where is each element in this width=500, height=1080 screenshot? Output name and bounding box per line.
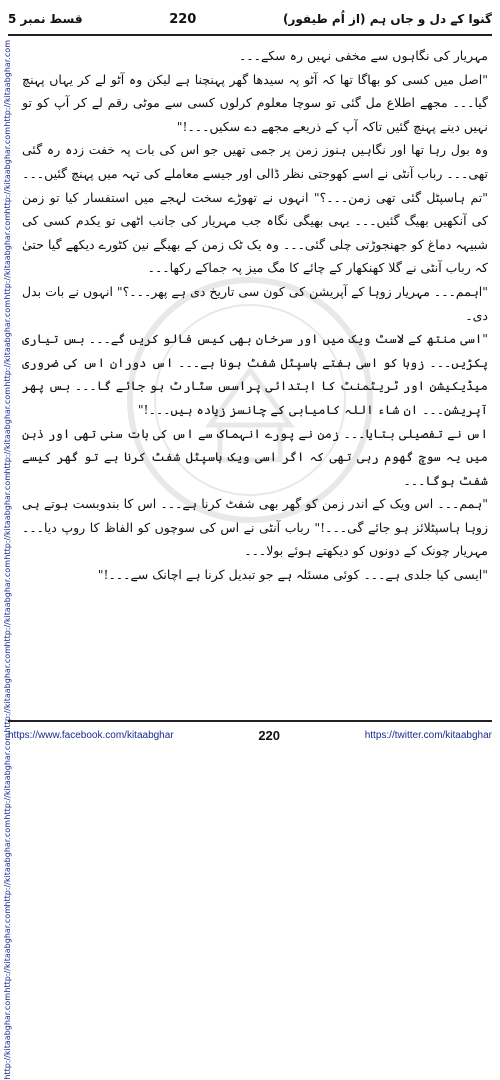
side-watermark-url: http://kitaabghar.com [2, 299, 12, 387]
paragraph: "اسی منتھ کے لاسٹ ویک میں اور سرخان بھی کیس فالو کریں گے۔۔۔ بس تیاری پکڑیں۔۔۔ زوہا کو اسی ہفتے ہاسپٹل شفٹ ہونا ہے۔۔۔ اس دوران اس کی ضروری میڈیکیشن اور ٹریٹمنٹ کا ابتدائی پراسس سٹارٹ ہو جائے گا۔۔۔ بس پھر آپریشن۔۔۔ ان شاء اللہ کامیابی کے چانسز زیادہ ہیں۔۔۔!" [22, 331, 488, 417]
header-page-number: 220 [169, 11, 197, 27]
page-body [22, 44, 488, 714]
paragraph: اس نے تفصیلی بتایا۔۔۔ زمن نے پورے انہماک سے اس کی بات سنی تھی اور ذہن میں یہ سوچ گھوم رہی تھی کہ اگر اسی ویک ہاسپٹل شفٹ کرنا ہے تو گھر کیسے شفٹ ہوگا۔۔۔ [22, 425, 488, 488]
side-watermark-url: http://kitaabghar.com [2, 559, 12, 647]
paragraph: مہریار کی نگاہوں سے مخفی نہیں رہ سکے۔۔۔ [238, 48, 488, 63]
paragraph: وہ بول رہا تھا اور نگاہیں ہنوز زمن پر جمی تھیں جو اس کی بات پہ خفت زدہ رہ گئی تھی۔۔۔ رباب آنٹی نے اسے کھوجتی نظر ڈالی اور جیسے معاملے کی تہہ میں پہنچ گئیں۔۔۔ [22, 142, 488, 181]
novel-title: گنوا کے دل و جاں ہم (از اُم طیفور) [283, 12, 492, 26]
side-watermark-url: http://kitaabghar.com [2, 992, 12, 1080]
side-watermark-url: http://kitaabghar.com [2, 906, 12, 993]
facebook-link[interactable]: https://www.facebook.com/kitaabghar [8, 729, 174, 741]
side-watermark-url: http://kitaabghar.com [2, 473, 12, 560]
footer-page-number: 220 [258, 727, 281, 743]
page-header [8, 4, 492, 36]
paragraph: "اصل میں کسی کو بھاگا تھا کہ آٹو پہ سیدھا گھر پہنچنا ہے لیکن وہ آٹو لے کر یہاں پہنچ گیا۔۔۔ مجھے اطلاع مل گئی تو سوچا معلوم کرلوں کسی سے موٹی رقم لے کر آپ کو تو نہیں دینے پہنچ گئیں تاکہ آپ کے ذریعے مجھے دے سکیں۔۔۔!" [22, 71, 488, 134]
side-watermark-url: http://kitaabghar.com [2, 126, 12, 214]
page-footer [8, 720, 492, 748]
side-watermark-url: http://kitaabghar.com [2, 819, 12, 907]
side-watermark-url: http://kitaabghar.com [2, 386, 12, 474]
twitter-link[interactable]: https://twitter.com/kitaabghar [364, 729, 492, 741]
side-watermark-url: http://kitaabghar.com [2, 213, 12, 300]
paragraph: "ہمم۔۔۔ اس ویک کے اندر زمن کو گھر بھی شفٹ کرنا ہے۔۔۔ اس کا بندوبست ہوتے ہی زوہا ہاسپٹلائز ہو جائے گی۔۔۔!" رباب آنٹی نے اس کی سوچوں کو الفاظ کا روپ دیا۔۔۔ مہریار چونک کے دونوں کو دیکھتے ہوئے بولا۔۔۔ [22, 496, 488, 559]
side-watermark-url: http://kitaabghar.com [2, 733, 12, 820]
side-watermark-url: http://kitaabghar.com [2, 646, 12, 733]
episode-label: قسط نمبر 5 [8, 12, 83, 26]
side-watermark-strip [0, 40, 14, 1080]
paragraph: "اہمم۔۔۔ مہریار زوہا کے آپریشن کی کون سی تاریخ دی ہے پھر۔۔۔؟" انہوں نے بات بدل دی۔ [22, 283, 488, 323]
paragraph: "تم ہاسپٹل گئی تھی زمن۔۔۔؟" انہوں نے تھوڑے سخت لہجے میں استفسار کیا تو زمن کی آنکھیں بھیگ گئیں۔۔۔ یہی بھیگی نگاہ جب مہریار کی جانب اٹھی تو یکدم کسی کی شبیہہ دماغ کو جھنجوڑتی چلی گئی۔۔۔ وہ یک ٹک زمن کے بھیگے نین کٹورے دیکھے گیا حتیٰ کہ رباب آنٹی نے گلا کھنکھار کے چائے کا مگ میز پہ جماکے رکھا۔۔۔ [22, 189, 488, 276]
paragraph: "ایسی کیا جلدی ہے۔۔۔ کوئی مسئلہ ہے جو تبدیل کرنا ہے اچانک سے۔۔۔!" [97, 567, 488, 583]
side-watermark-url: http://kitaabghar.com [2, 40, 12, 127]
